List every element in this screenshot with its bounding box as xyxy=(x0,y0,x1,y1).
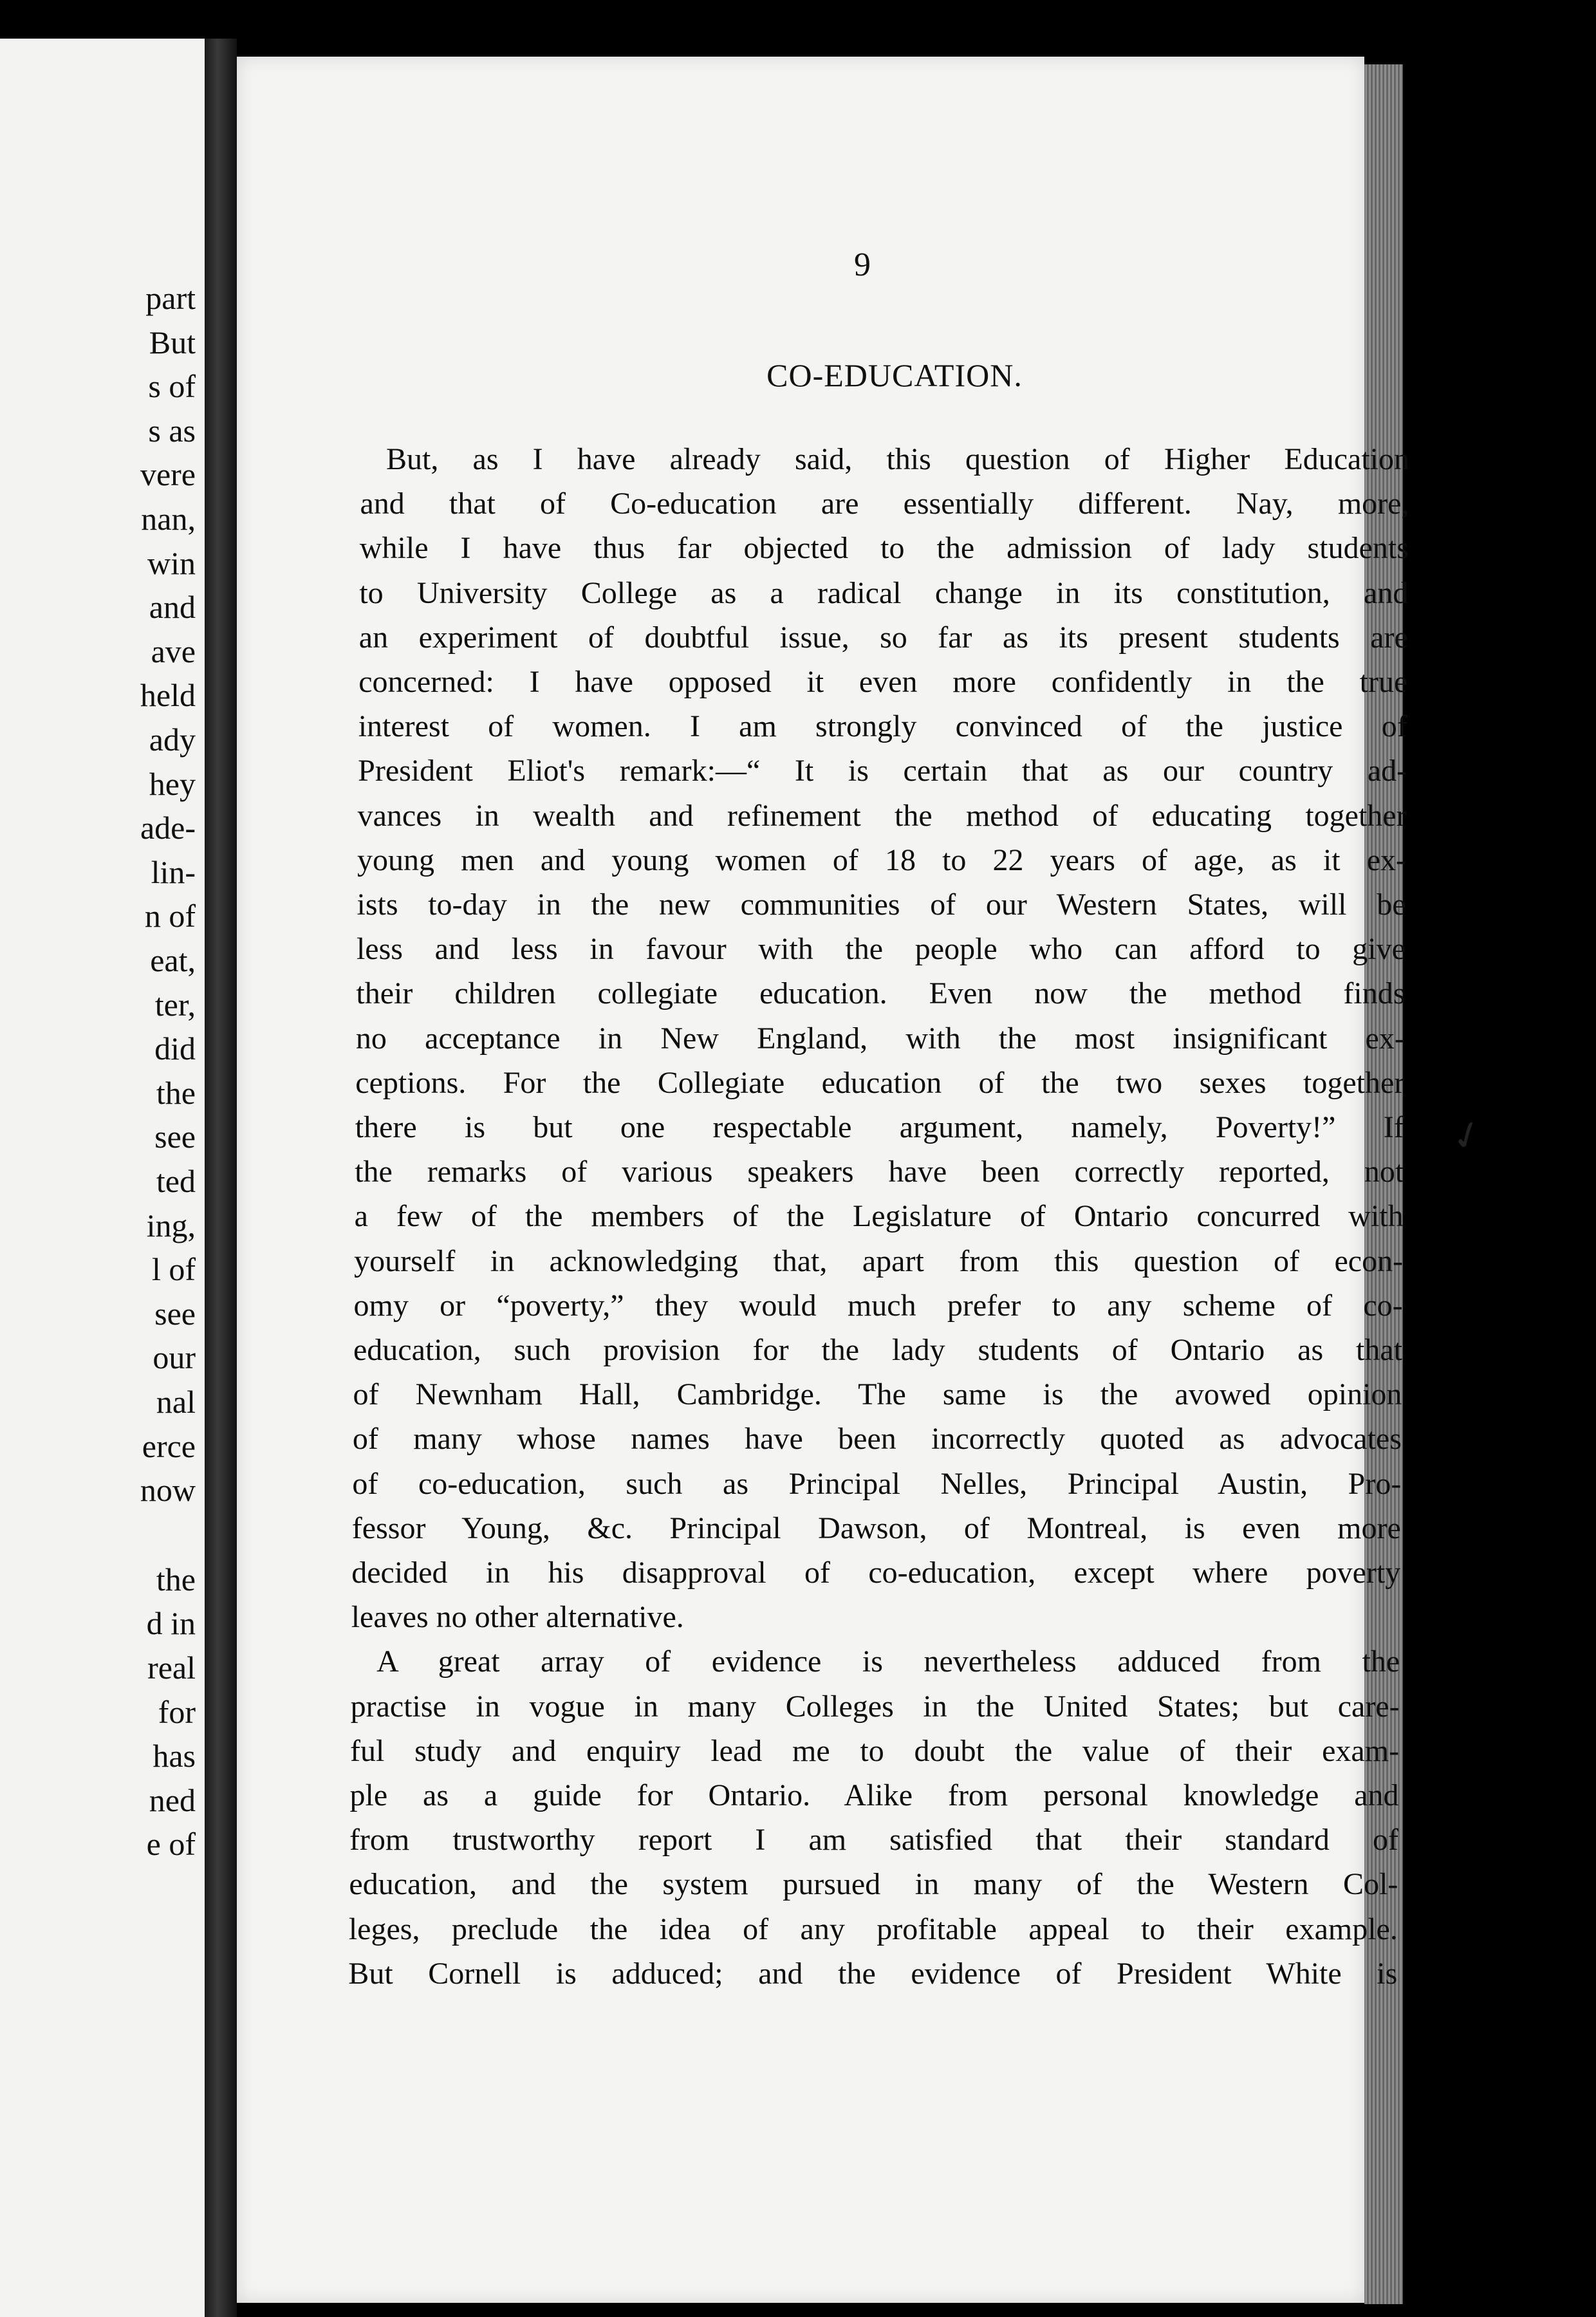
text-line: while I have thus far objected to the admission of lady students xyxy=(359,531,1409,566)
text-line: A great array of evidence is nevertheless adduced from the xyxy=(376,1644,1400,1679)
text-line: fessor Young, &c. Principal Dawson, of Montreal, is even more xyxy=(351,1511,1401,1545)
left-page-fragment: nal xyxy=(156,1384,196,1420)
text-line: leaves no other alternative. xyxy=(351,1600,684,1635)
margin-check-mark: ✓ xyxy=(1444,1109,1490,1163)
text-line: President Eliot's remark:—“ It is certain that as our country ad- xyxy=(358,754,1407,788)
text-line: decided in his disapproval of co-education, except where poverty xyxy=(351,1556,1401,1590)
book-gutter xyxy=(205,39,237,2317)
text-line: ceptions. For the Collegiate education of the two sexes together xyxy=(355,1065,1405,1100)
left-page-fragment: win xyxy=(147,544,196,581)
left-page-fragment: for xyxy=(158,1693,196,1730)
left-page-fragment: part xyxy=(145,280,196,316)
text-line: But, as I have already said, this question of Higher Education xyxy=(386,442,1409,476)
text-line: education, such provision for the lady students of Ontario as that xyxy=(353,1333,1402,1367)
text-line: practise in vogue in many Colleges in the United States; but care- xyxy=(350,1689,1400,1724)
text-line: of many whose names have been incorrectly quoted as advocates xyxy=(352,1422,1402,1456)
left-page-fragment: ted xyxy=(156,1163,196,1199)
text-line: an experiment of doubtful issue, so far as its present students are xyxy=(358,620,1408,655)
text-line: ple as a guide for Ontario. Alike from personal knowledge and xyxy=(349,1778,1399,1812)
text-line: a few of the members of the Legislature of Ontario concurred with xyxy=(354,1199,1404,1234)
text-line: their children collegiate education. Even now the method finds xyxy=(356,976,1406,1011)
left-page-fragment: ter, xyxy=(154,986,196,1023)
left-page-fragment: ing, xyxy=(146,1207,196,1243)
text-line: to University College as a radical change in its constitution, and xyxy=(359,575,1409,610)
left-page-fragment: But xyxy=(149,324,196,360)
left-page-fragment: ade- xyxy=(140,810,196,846)
left-page-fragment: hey xyxy=(149,765,196,802)
left-page-fragment: vere xyxy=(140,456,196,493)
text-line: yourself in acknowledging that, apart from this question of econ- xyxy=(354,1243,1404,1278)
left-page-fragment: the xyxy=(156,1074,196,1111)
left-page-fragment: nan, xyxy=(141,501,196,537)
left-page-fragment: see xyxy=(154,1119,196,1155)
left-page-fragment: ady xyxy=(149,721,196,758)
text-line: omy or “poverty,” they would much prefer to any scheme of co- xyxy=(353,1288,1403,1323)
text-line: less and less in favour with the people who can afford to give xyxy=(356,932,1406,967)
left-page-fragment: s as xyxy=(148,412,196,449)
left-page-fragment: erce xyxy=(142,1428,196,1464)
left-page-fragment: has xyxy=(153,1738,196,1774)
left-page-fragment: eat, xyxy=(150,942,196,978)
left-page-fragment: d in xyxy=(146,1605,196,1642)
page-title: CO-EDUCATION. xyxy=(766,357,1023,393)
text-line: ful study and enquiry lead me to doubt the value of their exam- xyxy=(350,1733,1400,1768)
left-page-fragment: held xyxy=(140,677,196,714)
text-line: ists to-day in the new communities of our Western States, will be xyxy=(357,888,1406,922)
text-line: of Newnham Hall, Cambridge. The same is the avowed opinion xyxy=(353,1377,1402,1412)
text-line: leges, preclude the idea of any profitable appeal to their example. xyxy=(348,1912,1398,1946)
text-line: interest of women. I am strongly convinced of the justice of xyxy=(358,709,1407,744)
left-page-fragment: ned xyxy=(149,1782,196,1818)
text-line: from trustworthy report I am satisfied that their standard of xyxy=(349,1823,1398,1857)
text-line: and that of Co-education are essentially different. Nay, more, xyxy=(360,487,1409,521)
left-page-fragment: now xyxy=(140,1472,196,1509)
left-page-fragment: n of xyxy=(144,898,196,935)
left-page-fragment: did xyxy=(154,1030,196,1067)
left-page-fragment: e of xyxy=(146,1826,196,1863)
text-line: of co-education, such as Principal Nelles, Principal Austin, Pro- xyxy=(352,1466,1402,1501)
text-line: vances in wealth and refinement the method of educating together xyxy=(357,798,1407,833)
left-page-fragment: and xyxy=(149,589,196,626)
text-line: But Cornell is adduced; and the evidence of President White is xyxy=(348,1956,1398,1991)
text-line: there is but one respectable argument, namely, Poverty!” If xyxy=(355,1110,1404,1144)
left-facing-page xyxy=(0,39,205,2317)
page-number: 9 xyxy=(854,247,871,283)
left-page-fragment: lin- xyxy=(151,853,196,890)
left-page-fragment: l of xyxy=(151,1251,196,1288)
left-page-fragment: ave xyxy=(151,633,196,669)
text-line: the remarks of various speakers have been correctly reported, not xyxy=(355,1155,1404,1189)
text-line: education, and the system pursued in many of the Western Col- xyxy=(349,1867,1398,1902)
text-line: no acceptance in New England, with the most insignificant ex- xyxy=(355,1021,1405,1056)
left-page-fragment: the xyxy=(156,1561,196,1597)
left-page-fragment: see xyxy=(154,1295,196,1332)
left-page-fragment: our xyxy=(153,1339,196,1376)
text-line: concerned: I have opposed it even more confidently in the true xyxy=(358,665,1408,699)
text-line: young men and young women of 18 to 22 years of age, as it ex- xyxy=(357,842,1407,877)
left-page-fragment: real xyxy=(147,1650,196,1686)
left-page-fragment: s of xyxy=(148,368,196,405)
